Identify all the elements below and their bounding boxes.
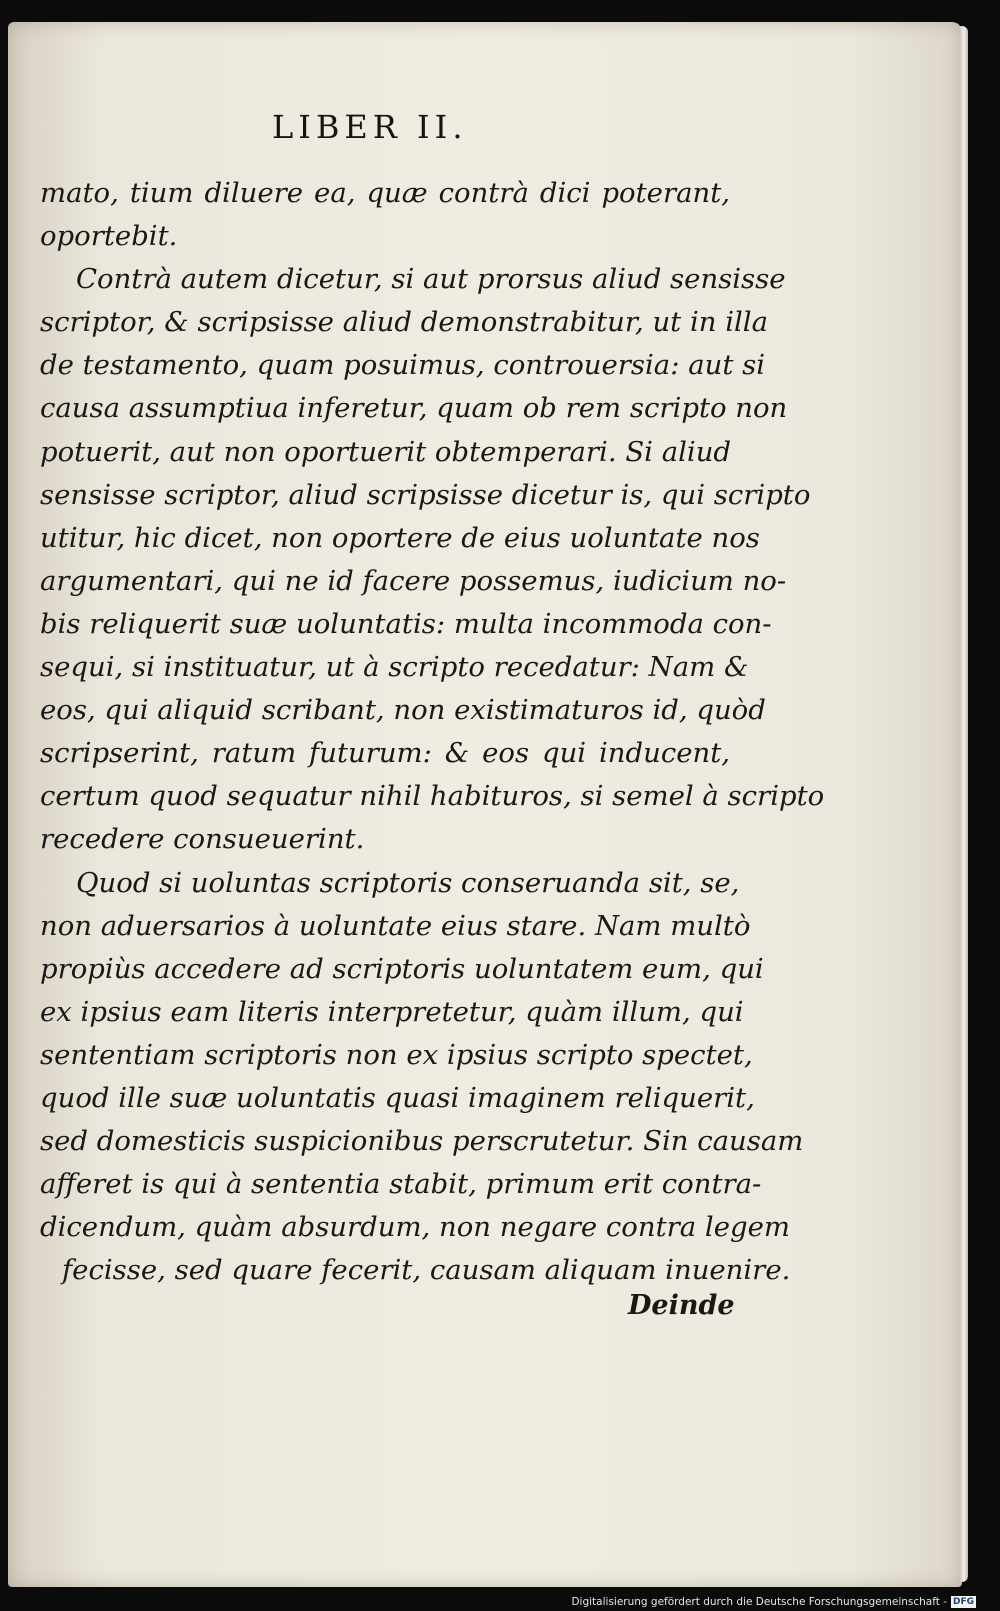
book-page [8,22,962,1587]
text-line: sensisse scriptor, aliud scripsisse dicetur is, qui scripto [40,478,811,511]
text-line: sequi, si instituatur, ut à scripto recedatur: Nam & [40,651,749,684]
text-line: oportebit. [40,220,178,253]
text-line: quod ille suæ uoluntatis quasi imaginem reliquerit, [40,1081,755,1114]
running-head: LIBER II. [272,108,468,146]
text-line: Contrà autem dicetur, si aut prorsus aliud sensisse [76,263,786,296]
text-line: utitur, hic dicet, non oportere de eius uoluntate nos [40,521,760,554]
text-line: de testamento, quam posuimus, controuersia: aut si [40,349,766,382]
text-line: bis reliquerit suæ uoluntatis: multa incommoda con- [40,607,772,640]
text-line: potuerit, aut non oportuerit obtemperari. Si aliud [40,435,732,468]
text-line: Quod si uoluntas scriptoris conseruanda sit, se, [76,866,740,899]
text-line: afferet is qui à sententia stabit, primum erit contra- [40,1168,762,1201]
text-line: dicendum, quàm absurdum, non negare contra legem [40,1211,790,1244]
digitization-footer [571,1595,976,1609]
text-line: argumentari, qui ne id facere possemus, iudicium no- [40,564,787,597]
text-line: propiùs accedere ad scriptoris uoluntatem eum, qui [40,952,764,985]
text-line: recedere consueuerint. [40,823,365,856]
text-line: certum quod sequatur nihil habituros, si semel à scripto [40,780,825,813]
footer-credit: Digitalisierung gefördert durch die Deutsche Forschungsgemeinschaft - [571,1596,947,1608]
text-line: non aduersarios à uoluntate eius stare. Nam multò [40,909,751,942]
text-line: sententiam scriptoris non ex ipsius scripto spectet, [40,1038,753,1071]
text-line: fecisse, sed quare fecerit, causam aliquam inuenire. [62,1254,791,1287]
text-line: causa assumptiua inferetur, quam ob rem scripto non [40,392,788,425]
page-edge [960,26,968,1582]
text-line: sed domesticis suspicionibus perscrutetur. Sin causam [40,1125,804,1158]
text-line: scriptor, & scripsisse aliud demonstrabitur, ut in illa [40,306,768,339]
body-text [40,172,825,1292]
text-line: ex ipsius eam literis interpretetur, quàm illum, qui [40,995,744,1028]
text-line: eos, qui aliquid scribant, non existimaturos id, quòd [40,694,766,727]
dfg-logo: DFG [952,1597,974,1607]
text-line: mato, tium diluere ea, quæ contrà dici poterant, [40,177,730,209]
text-line: scripserint, ratum futurum: & eos qui inducent, [40,737,730,770]
catchword: Deinde [628,1290,735,1321]
